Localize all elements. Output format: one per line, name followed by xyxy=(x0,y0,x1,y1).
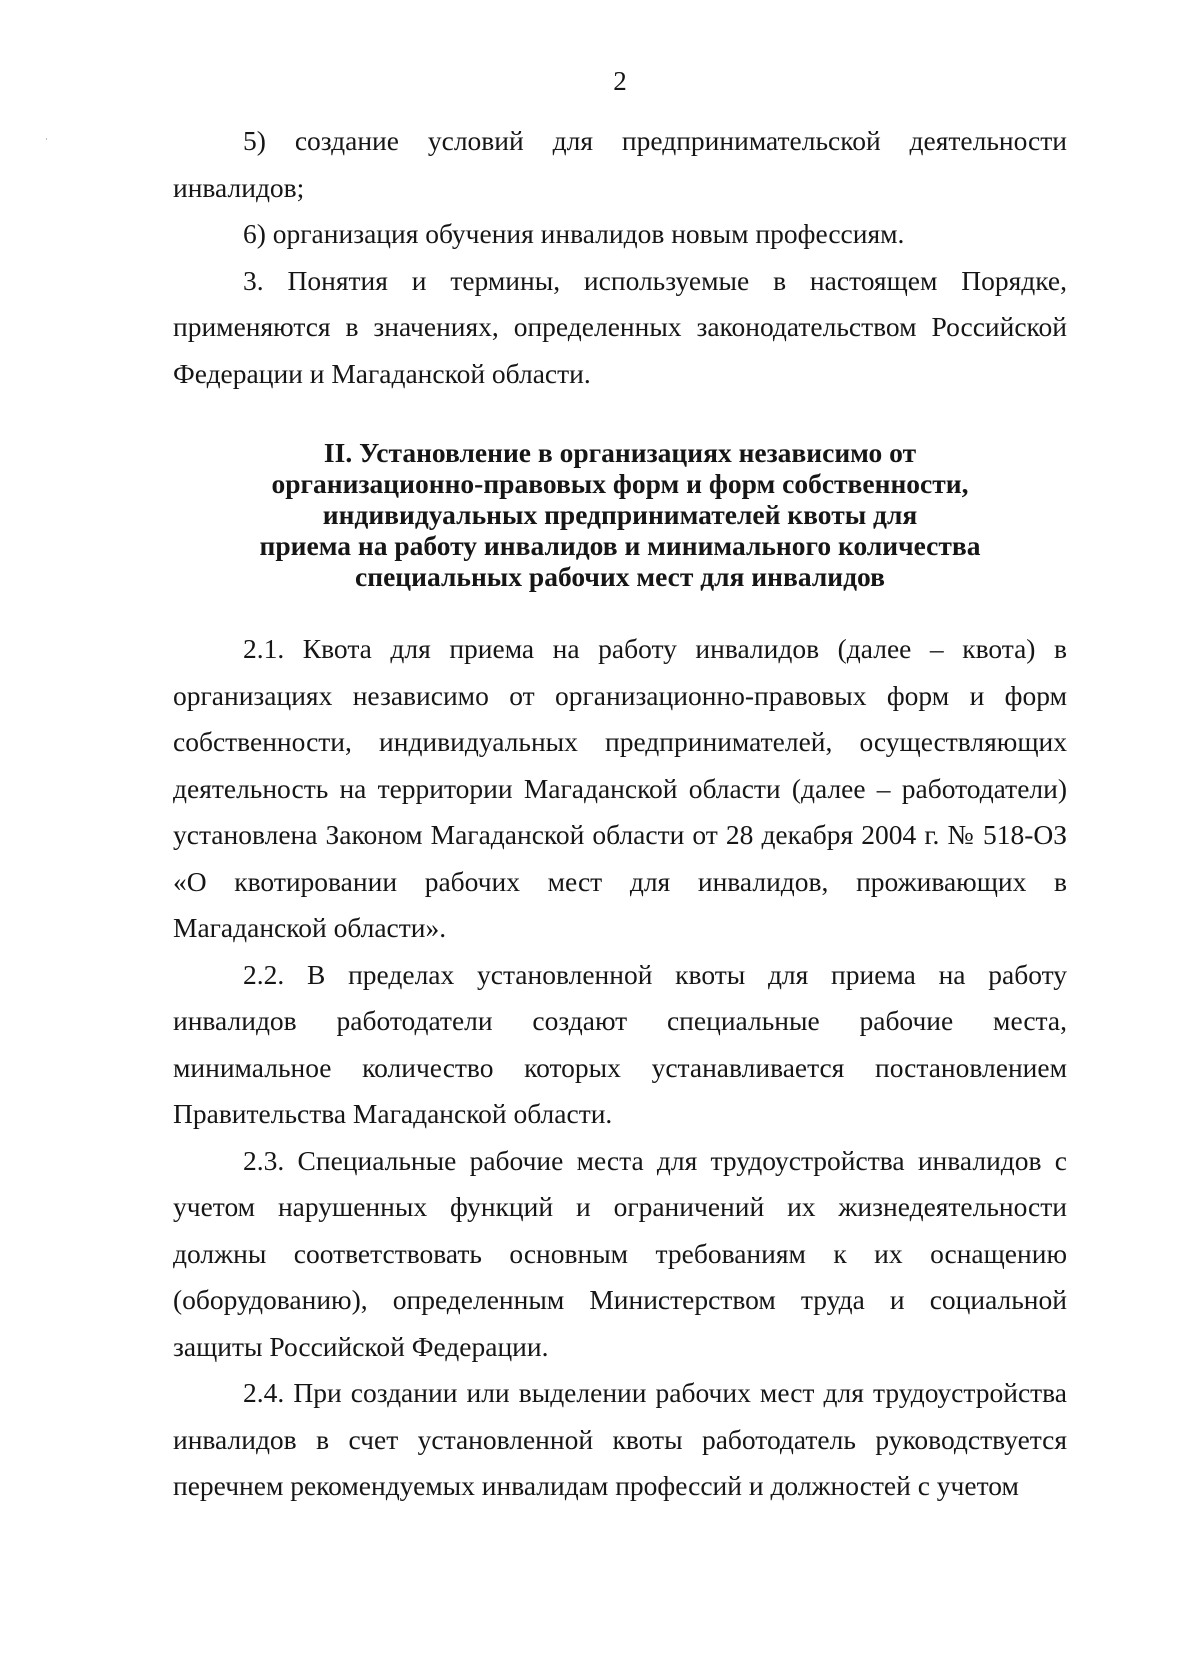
paragraph-clause-3: 3. Понятия и термины, используемые в настоящем Порядке, применяются в значениях, определенных законодательством Российской Федерации и Магаданской области. xyxy=(173,264,1067,389)
section-heading-line: индивидуальных предпринимателей квоты для xyxy=(322,499,918,530)
section-heading-line: организационно-правовых форм и форм собственности, xyxy=(271,468,969,499)
paragraph-clause-2-4: 2.4. При создании или выделении рабочих мест для трудоустройства инвалидов в счет установленной квоты работодатель руководствуется перечнем рекомендуемых инвалидам профессий и должностей с учетом xyxy=(173,1377,1067,1501)
paragraph-clause-2-2: 2.2. В пределах установленной квоты для приема на работу инвалидов работодатели создают специальные рабочие места, минимальное количество которых устанавливается постановлением Правительства Магаданской области. xyxy=(173,958,1067,1129)
paragraph-item-6: 6) организация обучения инвалидов новым профессиям. xyxy=(243,218,905,249)
paragraph-clause-2-3: 2.3. Специальные рабочие места для трудоустройства инвалидов с учетом нарушенных функций и ограничений их жизнедеятельности должны соответствовать основным требованиям к их оснащению (оборудованию), определенным Министерством труда и социальной защиты Российской Федерации. xyxy=(173,1144,1067,1362)
section-heading-line: II. Установление в организациях независимо от xyxy=(323,437,917,468)
section-heading xyxy=(173,437,1067,592)
paragraph-item-5: 5) создание условий для предпринимательской деятельности инвалидов; xyxy=(173,125,1067,203)
document-body xyxy=(173,118,1067,1510)
section-heading-line: специальных рабочих мест для инвалидов xyxy=(355,561,885,592)
scan-mark xyxy=(46,138,47,140)
page-number: 2 xyxy=(613,66,627,96)
section-heading-line: приема на работу инвалидов и минимального количества xyxy=(259,530,981,561)
paragraph-clause-2-1: 2.1. Квота для приема на работу инвалидов (далее – квота) в организациях независимо от организационно-правовых форм и форм собственности, индивидуальных предпринимателей, осуществляющих деятельность на территории Магаданской области (далее – работодатели) установлена Законом Магаданской области от 28 декабря 2004 г. № 518-ОЗ «О квотировании рабочих мест для инвалидов, проживающих в Магаданской области». xyxy=(173,633,1067,943)
